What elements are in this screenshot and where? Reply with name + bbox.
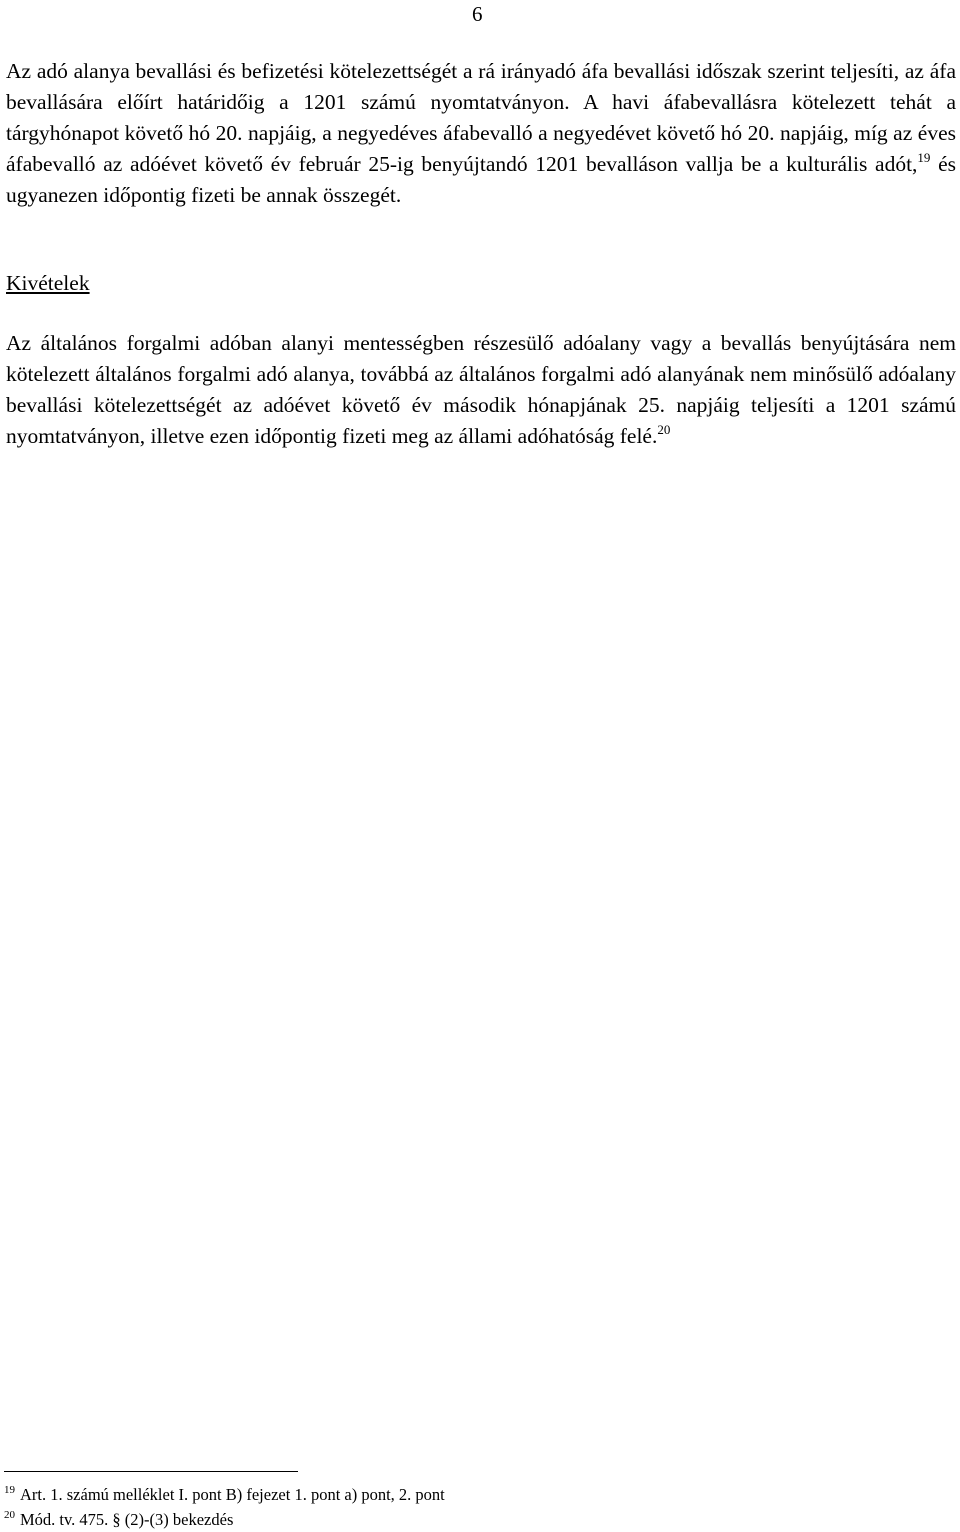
page-number: 6 [472,2,483,26]
footnote-separator [4,1471,298,1472]
footnotes [4,1482,904,1532]
footnote-number: 20 [4,1509,15,1521]
paragraph-text-continued: és ugyanezen időpontig fizeti be annak összegét. [6,152,956,207]
paragraph-text: Az általános forgalmi adóban alanyi mentességben részesülő adóalany vagy a bevallás benyújtására nem kötelezett általános forgalmi adó alanya, továbbá az általános forgalmi adó alanyának nem minősülő adóalany bevallási kötelezettségét az adóévet követő év második hónapjának 25. napjáig teljesíti a 1201 számú nyomtatványon, illetve ezen időpontig fizeti meg az állami adóhatóság felé. [6,331,956,448]
paragraph-text: Az adó alanya bevallási és befizetési kötelezettségét a rá irányadó áfa bevallási időszak szerint teljesíti, az áfa bevallására előírt határidőig a 1201 számú nyomtatványon. A havi áfabevallásra kötelezett tehát a tárgyhónapot követő hó 20. napjáig, a negyedéves áfabevalló a negyedévet követő hó 20. napjáig, míg az éves áfabevalló az adóévet követő év február 25-ig benyújtandó 1201 bevalláson vallja be a kulturális adót, [6,59,956,176]
footnote-20 [4,1507,904,1532]
paragraph-vat-filing [6,56,956,211]
section-heading-exceptions: Kivételek [6,271,90,295]
footnote-ref-20[interactable]: 20 [657,422,671,437]
footnote-ref-19[interactable]: 19 [917,150,931,165]
footnote-text: Art. 1. számú melléklet I. pont B) fejezet 1. pont a) pont, 2. pont [20,1485,445,1504]
footnote-text: Mód. tv. 475. § (2)-(3) bekezdés [20,1510,234,1529]
paragraph-exceptions [6,328,956,452]
footnote-number: 19 [4,1484,15,1496]
footnote-19 [4,1482,904,1507]
